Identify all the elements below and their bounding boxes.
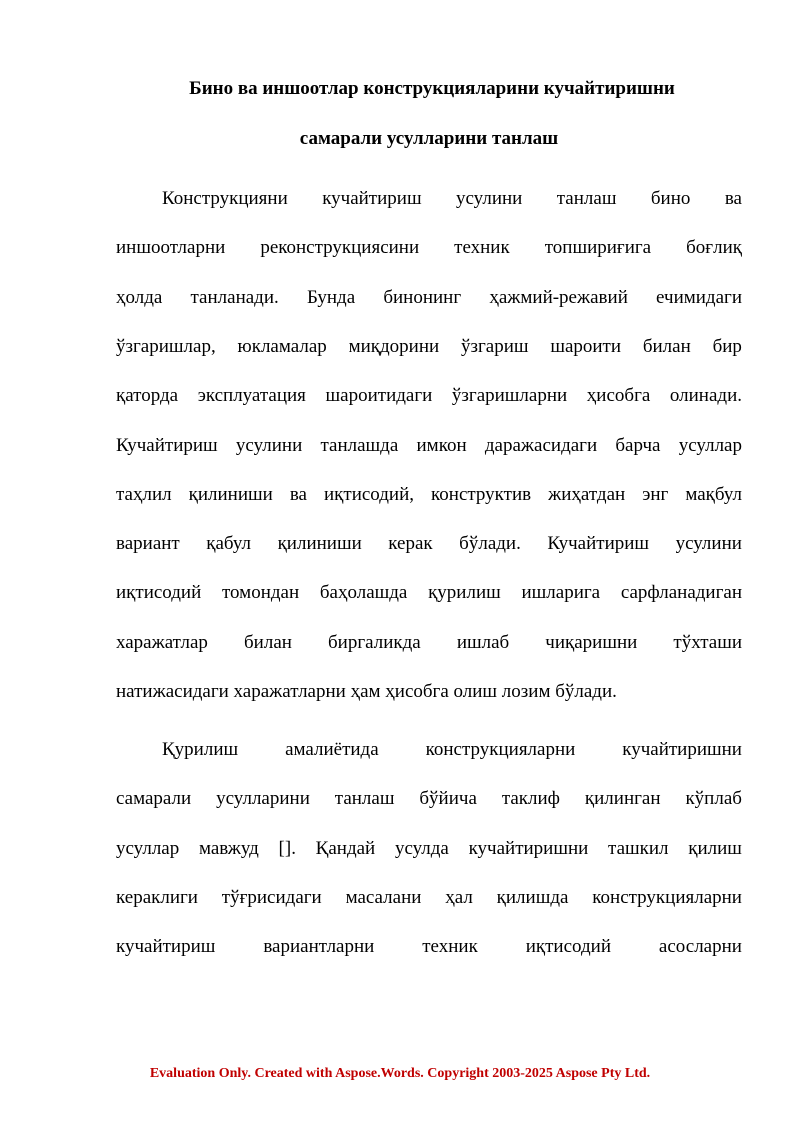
- word: қабул: [206, 533, 252, 555]
- text-line: [116, 335, 742, 359]
- word: юкламалар: [237, 335, 327, 357]
- word: бинонинг: [383, 286, 462, 308]
- document-title-line-1: Бино ва иншоотлар конструкцияларини кучайтиришни: [189, 78, 675, 99]
- text-line: [116, 787, 742, 811]
- word: қилиш: [688, 837, 742, 859]
- word: техник: [454, 237, 510, 259]
- text-line: [116, 886, 742, 910]
- word: кучайтиришни: [622, 739, 742, 760]
- word: кучайтиришни: [468, 837, 589, 859]
- document-title-line-2: самарали усулларини танлаш: [299, 128, 559, 149]
- word: қилинган: [584, 788, 661, 810]
- word: имкон: [416, 434, 467, 456]
- word: ҳажмий-режавий: [489, 286, 628, 308]
- word: ўзгаришларни: [451, 385, 568, 407]
- word: бино: [650, 188, 691, 209]
- word: иқтисодий,: [324, 483, 415, 505]
- word: иқтисодий: [116, 582, 202, 604]
- word: қурилиш: [428, 582, 501, 604]
- word: жиҳатдан: [548, 483, 626, 505]
- word: ҳолда: [116, 286, 163, 308]
- word: Конструкцияни: [162, 188, 288, 209]
- word: кўплаб: [685, 788, 742, 810]
- text-line: [116, 434, 742, 458]
- word: ишлаб: [456, 631, 510, 653]
- word: олинади.: [669, 385, 742, 407]
- word: қаторда: [116, 385, 179, 407]
- word: топшириғига: [544, 237, 652, 259]
- word: таклиф: [501, 788, 560, 810]
- word: усулда: [394, 837, 449, 859]
- word: шароити: [550, 335, 622, 357]
- text-line: [116, 581, 742, 605]
- word: Кучайтириш: [116, 434, 218, 456]
- word: энг: [642, 483, 669, 505]
- word: Қандай: [315, 837, 376, 859]
- word: бир: [712, 335, 742, 357]
- text-line: [116, 236, 742, 260]
- word: керак: [388, 533, 433, 555]
- word: асосларни: [658, 936, 742, 958]
- word: тўғрисидаги: [221, 886, 322, 908]
- word: мавжуд: [198, 837, 259, 859]
- word: ишларига: [521, 582, 601, 604]
- word: даражасидаги: [484, 434, 598, 456]
- word: иншоотларни: [116, 237, 226, 259]
- word: усулини: [675, 533, 742, 555]
- text-line: [116, 837, 742, 861]
- word: биргаликда: [328, 631, 421, 653]
- word: Қурилиш: [162, 739, 239, 760]
- word: танлаш: [334, 788, 395, 810]
- word: миқдорини: [348, 335, 440, 357]
- word: ва: [724, 188, 742, 209]
- word: [].: [278, 837, 296, 859]
- evaluation-watermark-footer: Evaluation Only. Created with Aspose.Words. Copyright 2003-2025 Aspose Pty Ltd.: [149, 1066, 651, 1081]
- word: сарфланадиган: [620, 582, 742, 604]
- word: реконструкциясини: [260, 237, 420, 259]
- word: боғлиқ: [686, 237, 742, 259]
- word: кераклиги: [116, 886, 198, 908]
- word: барча: [615, 434, 661, 456]
- word: амалиётида: [285, 739, 379, 760]
- word: шароитидаги: [325, 385, 433, 407]
- word: томондан: [221, 582, 300, 604]
- word: усулини: [456, 188, 523, 209]
- word: ташкил: [608, 837, 669, 859]
- word: кучайтириш: [116, 936, 216, 958]
- word: самарали: [116, 788, 192, 810]
- word: техник: [422, 936, 478, 958]
- word: вариант: [116, 533, 180, 555]
- text-line: [116, 935, 742, 959]
- word: ечимидаги: [656, 286, 742, 308]
- word: танлашда: [320, 434, 399, 456]
- word: усулини: [235, 434, 303, 456]
- word: эксплуатация: [197, 385, 306, 407]
- text-line: [116, 384, 742, 408]
- word: билан: [244, 631, 292, 653]
- word: танланади.: [190, 286, 279, 308]
- word: билан: [642, 335, 691, 357]
- word: қилиниши: [277, 533, 362, 555]
- word: бўлади.: [459, 533, 521, 555]
- text-line: [116, 631, 742, 655]
- word: ўзгариш: [460, 335, 529, 357]
- word: усуллар: [678, 434, 742, 456]
- word: масалани: [345, 886, 422, 908]
- text-line: [162, 738, 742, 762]
- word: конструктив: [431, 483, 532, 505]
- word: Бунда: [306, 286, 356, 308]
- word: вариантларни: [263, 936, 375, 958]
- word: конструкцияларни: [425, 739, 576, 760]
- word: таҳлил: [116, 483, 172, 505]
- text-line-last: натижасидаги харажатларни ҳам ҳисобга олиш лозим бўлади.: [116, 681, 617, 702]
- word: баҳолашда: [319, 582, 408, 604]
- text-line: [116, 483, 742, 507]
- word: усуллар: [116, 837, 180, 859]
- text-line: [162, 187, 742, 211]
- word: чиқаришни: [545, 631, 638, 653]
- word: ва: [289, 483, 307, 505]
- text-line: [116, 286, 742, 310]
- word: танлаш: [556, 188, 617, 209]
- word: иқтисодий: [525, 936, 611, 958]
- word: харажатлар: [116, 631, 208, 653]
- word: кучайтириш: [322, 188, 422, 209]
- word: ўзгаришлар,: [116, 335, 216, 357]
- word: қилиниши: [188, 483, 273, 505]
- word: Кучайтириш: [547, 533, 650, 555]
- word: қилишда: [496, 886, 569, 908]
- word: ҳал: [445, 886, 473, 908]
- word: бўйича: [419, 788, 477, 810]
- word: тўхташи: [673, 631, 742, 653]
- word: ҳисобга: [586, 385, 651, 407]
- word: конструкцияларни: [592, 886, 742, 908]
- text-line: [116, 532, 742, 556]
- word: мақбул: [685, 483, 742, 505]
- word: усулларини: [216, 788, 310, 810]
